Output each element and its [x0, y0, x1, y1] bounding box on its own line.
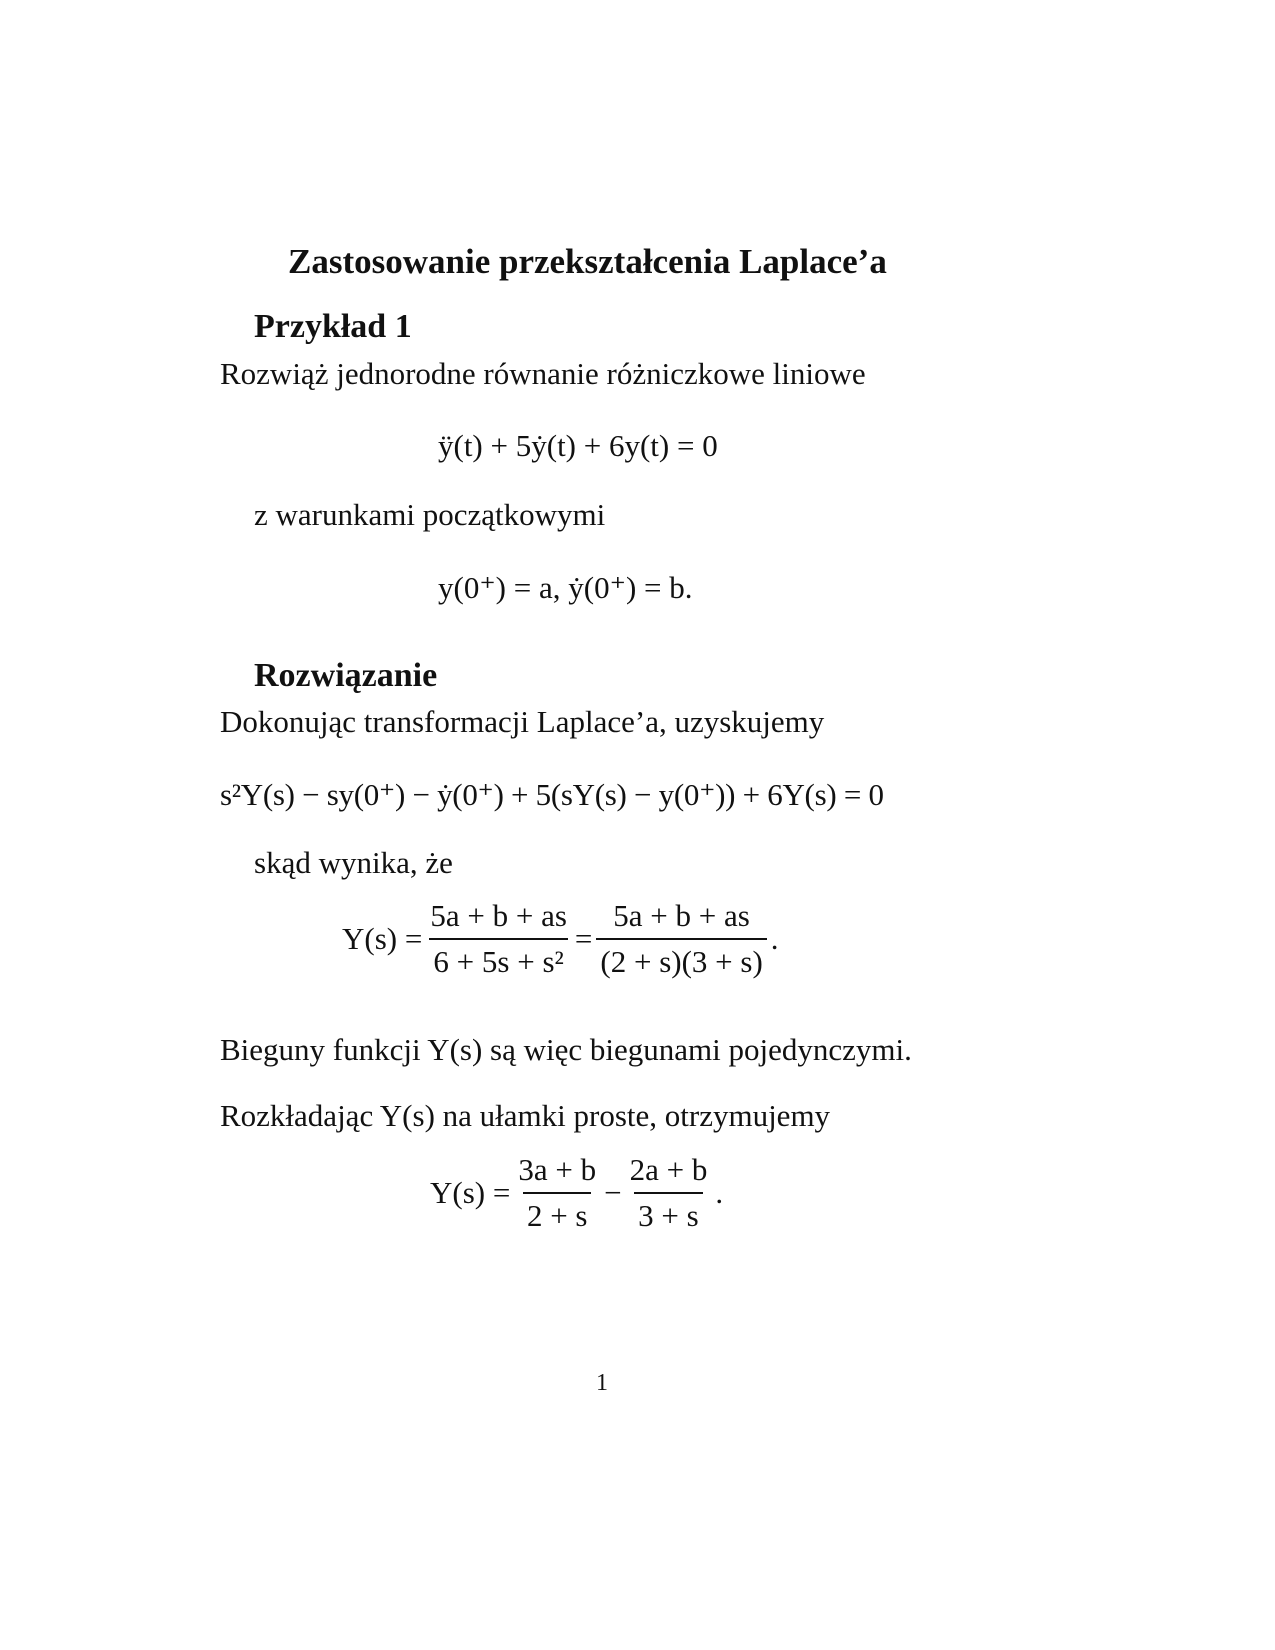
Ys-lhs-2: Y(s) =: [430, 1175, 511, 1210]
solution-intro: Dokonując transformacji Laplace’a, uzyskujemy: [220, 704, 825, 739]
partial-fraction-1-denominator: 2 + s: [523, 1192, 592, 1234]
partial-fraction-intro: Rozkładając Y(s) na ułamki proste, otrzymujemy: [220, 1098, 831, 1133]
laplace-equation: s²Y(s) − sy(0⁺) − ẏ(0⁺) + 5(sY(s) − y(0⁺)) + 6Y(s) = 0: [220, 777, 884, 812]
initial-conditions: y(0⁺) = a, ẏ(0⁺) = b.: [438, 570, 693, 605]
partial-fraction-equation: [430, 1152, 723, 1234]
conditions-label: z warunkami początkowymi: [254, 497, 606, 532]
fraction-1-denominator: 6 + 5s + s²: [429, 938, 567, 980]
partial-fraction-1-numerator: 3a + b: [518, 1152, 597, 1187]
solution-heading: Rozwiązanie: [254, 657, 438, 694]
fraction-1-numerator: 5a + b + as: [430, 898, 567, 933]
fraction-2-denominator: (2 + s)(3 + s): [596, 938, 766, 980]
poles-text: Bieguny funkcji Y(s) są więc biegunami pojedynczymi.: [220, 1032, 912, 1067]
partial-fraction-1: [514, 1152, 600, 1234]
partial-fraction-2-numerator: 2a + b: [629, 1152, 708, 1187]
period-2: .: [715, 1175, 724, 1210]
example-heading: Przykład 1: [254, 308, 412, 345]
document-title: Zastosowanie przekształcenia Laplace’a: [288, 242, 887, 281]
page-number: 1: [596, 1370, 608, 1396]
partial-fraction-2-denominator: 3 + s: [634, 1192, 703, 1234]
equals-sign: =: [574, 921, 593, 956]
task-text: Rozwiąż jednorodne równanie różniczkowe liniowe: [220, 356, 866, 391]
Ys-lhs: Y(s) =: [342, 921, 423, 956]
partial-fraction-2: [626, 1152, 712, 1234]
fraction-1: [426, 898, 571, 980]
ode-equation: ÿ(t) + 5ẏ(t) + 6y(t) = 0: [438, 428, 718, 463]
minus-sign: −: [604, 1175, 622, 1210]
Ys-fraction-equation: [342, 898, 779, 980]
fraction-2: [596, 898, 766, 980]
consequence-label: skąd wynika, że: [254, 845, 453, 880]
fraction-2-numerator: 5a + b + as: [613, 898, 750, 933]
period: .: [770, 921, 779, 956]
